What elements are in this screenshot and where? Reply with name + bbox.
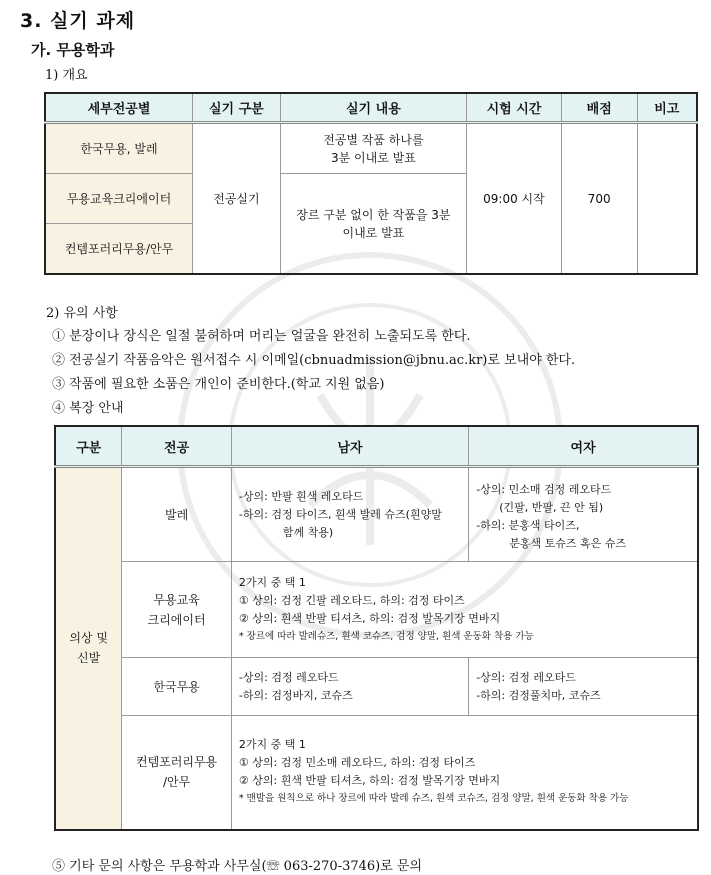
- header-time: 시험 시간: [467, 93, 562, 123]
- male-cell: -상의: 반팔 흰색 레오타드 -하의: 검정 타이즈, 흰색 발레 슈즈(흰양말 함께 착용): [231, 467, 468, 562]
- combined-cell: 2가지 중 택 1 ① 상의: 검정 긴팔 레오타드, 하의: 검정 타이즈 ② 상의: 흰색 반팔 티셔츠, 하의: 검정 발목기장 면바지 * 장르에 따라 발레슈즈, 흰색 코슈즈, 검정 양말, 흰색 운동화 착용 가능: [231, 562, 698, 658]
- table-row: [55, 467, 698, 562]
- major-cell: 발레: [122, 467, 232, 562]
- male-cell: -상의: 검정 레오타드 -하의: 검정바지, 코슈즈: [231, 658, 468, 716]
- dress-header-row: [55, 426, 698, 467]
- header-male: 남자: [231, 426, 468, 467]
- header-major: 세부전공별: [45, 93, 193, 123]
- header-major: 전공: [122, 426, 232, 467]
- overview-table: [44, 92, 698, 275]
- major-cell: 무용교육 크리에이터: [122, 562, 232, 658]
- header-content: 실기 내용: [280, 93, 466, 123]
- header-score: 배점: [561, 93, 637, 123]
- major-cell: 무용교육크리에이터: [45, 174, 193, 224]
- major-cell: 컨템포러리무용 /안무: [122, 716, 232, 830]
- contact-note: ⑤ 기타 문의 사항은 무용학과 사무실(☏ 063-270-3746)로 문의: [52, 859, 423, 874]
- overview-header-row: [45, 93, 697, 123]
- category-cell: 의상 및 신발: [55, 467, 122, 830]
- time-cell: 09:00 시작: [467, 123, 562, 275]
- major-cell: 한국무용, 발레: [45, 123, 193, 174]
- header-female: 여자: [469, 426, 698, 467]
- content-cell: 장르 구분 없이 한 작품을 3분 이내로 발표: [280, 174, 466, 275]
- female-cell: -상의: 민소매 검정 레오타드 (긴팔, 반팔, 끈 안 됨) -하의: 분홍색 타이즈, 분홍색 토슈즈 혹은 슈즈: [469, 467, 698, 562]
- category-cell: 전공실기: [193, 123, 281, 275]
- combined-cell: 2가지 중 택 1 ① 상의: 검정 민소매 레오타드, 하의: 검정 타이즈 ② 상의: 흰색 반팔 티셔츠, 하의: 검정 발목기장 면바지 * 맨발을 원칙으로 하나 장르에 따라 발레 슈즈, 흰색 코슈즈, 검정 양말, 흰색 운동화 착용 가능: [231, 716, 698, 830]
- note-item: ① 분장이나 장식은 일절 불허하며 머리는 얼굴을 완전히 노출되도록 한다.: [52, 329, 471, 344]
- note-item: ② 전공실기 작품음악은 원서접수 시 이메일(cbnuadmission@jbnu.ac.kr)로 보내야 한다.: [52, 353, 576, 368]
- major-cell: 한국무용: [122, 658, 232, 716]
- table-row: [45, 123, 697, 174]
- header-category: 구분: [55, 426, 122, 467]
- overview-title: 1) 개요: [45, 68, 88, 83]
- header-category: 실기 구분: [193, 93, 281, 123]
- note-item: ③ 작품에 필요한 소품은 개인이 준비한다.(학교 지원 없음): [52, 377, 385, 392]
- table-row: [55, 716, 698, 830]
- note-item: ④ 복장 안내: [52, 401, 124, 416]
- notes-title: 2) 유의 사항: [46, 306, 118, 321]
- header-remark: 비고: [637, 93, 697, 123]
- dress-code-table: [54, 425, 699, 831]
- score-cell: 700: [561, 123, 637, 275]
- content-cell: 전공별 작품 하나를 3분 이내로 발표: [280, 123, 466, 174]
- table-row: [55, 658, 698, 716]
- subsection-title: 가. 무용학과: [31, 41, 115, 59]
- table-row: [55, 562, 698, 658]
- remark-cell: [637, 123, 697, 275]
- major-cell: 컨템포러리무용/안무: [45, 224, 193, 275]
- female-cell: -상의: 검정 레오타드 -하의: 검정풀치마, 코슈즈: [469, 658, 698, 716]
- section-title: 3. 실기 과제: [20, 10, 136, 32]
